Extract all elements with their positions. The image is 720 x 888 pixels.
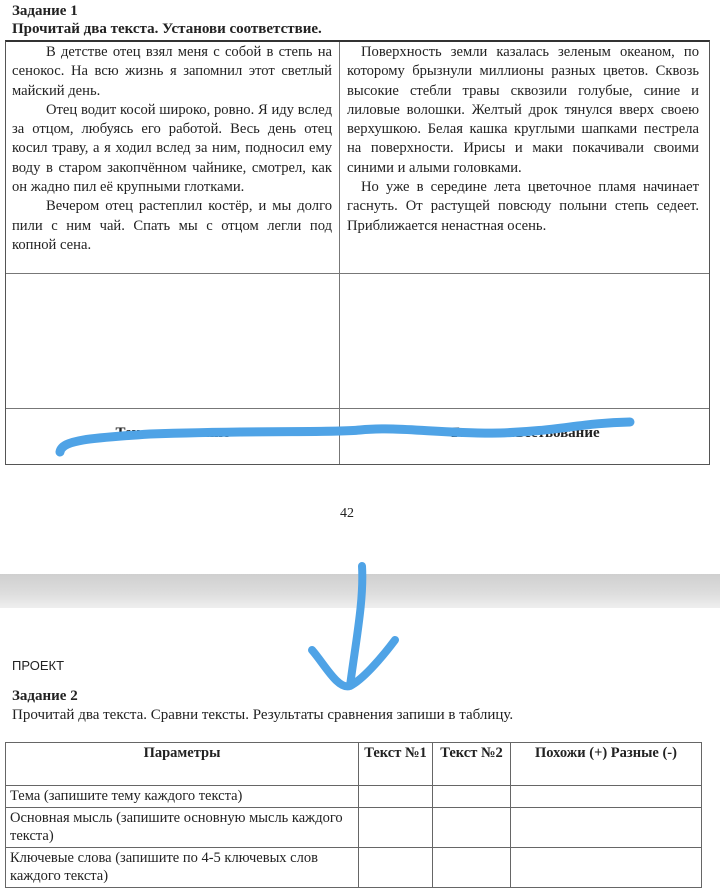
label-narration: Текст - повествование bbox=[449, 425, 600, 441]
task2-title: Задание 2 bbox=[12, 688, 78, 704]
text-left bbox=[12, 43, 332, 255]
paragraph: В детстве отец взял меня с собой в степь на сенокос. На всю жизнь я запомнил этот светлый майский день. bbox=[12, 44, 332, 99]
table-row bbox=[6, 807, 702, 847]
header-similar-different: Похожи (+) Разные (-) bbox=[511, 743, 702, 786]
paragraph: Вечером отец растеплил костёр, и мы долго пили с ним чай. Спать мы с отцом легли под копной сена. bbox=[12, 198, 332, 253]
task1-table bbox=[5, 40, 710, 465]
cell[interactable] bbox=[511, 807, 702, 847]
header-text1: Текст №1 bbox=[359, 743, 433, 786]
paragraph: Но уже в середине лета цветочное пламя начинает гаснуть. От растущей повсюду полыни степь седеет. Приближается ненастная осень. bbox=[347, 179, 699, 234]
row-label: Основная мысль (запишите основную мысль каждого текста) bbox=[6, 807, 359, 847]
table-row bbox=[6, 847, 702, 887]
row-divider bbox=[6, 273, 709, 274]
cell[interactable] bbox=[359, 807, 433, 847]
column-divider bbox=[339, 42, 340, 464]
text-right bbox=[347, 43, 699, 236]
table-header bbox=[6, 743, 702, 786]
comparison-table bbox=[5, 742, 702, 888]
header-text2: Текст №2 bbox=[433, 743, 511, 786]
label-description: Текст - описание bbox=[115, 425, 230, 441]
task1-title: Задание 1 bbox=[12, 3, 78, 19]
cell[interactable] bbox=[359, 847, 433, 887]
row-label: Ключевые слова (запишите по 4-5 ключевых слов каждого текста) bbox=[6, 847, 359, 887]
cell[interactable] bbox=[511, 786, 702, 808]
paragraph: Поверхность земли казалась зеленым океаном, по которому брызнули миллионы разных цветов. Сквозь высокие стебли травы сквозили голубые, синие и лиловые волошки. Желтый дрок тянулся вверх своею верхушкою. Белая кашка круглыми шапками пестрела на поверхности. Ирисы и маки покачивали своими синими и алыми головками. bbox=[347, 44, 699, 176]
row-divider bbox=[6, 408, 709, 409]
page-number: 42 bbox=[340, 506, 354, 521]
row-label: Тема (запишите тему каждого текста) bbox=[6, 786, 359, 808]
cell[interactable] bbox=[433, 807, 511, 847]
task2-instruction: Прочитай два текста. Сравни тексты. Результаты сравнения запиши в таблицу. bbox=[12, 707, 514, 723]
paragraph: Отец водит косой широко, ровно. Я иду вслед за отцом, любуясь его работой. Весь день отец косил траву, а я ходил вслед за ним, подносил ему воду в старом закопчённом чайнике, смотрел, как он жадно пил её крупными глотками. bbox=[12, 101, 332, 196]
cell[interactable] bbox=[433, 847, 511, 887]
task1-instruction: Прочитай два текста. Установи соответствие. bbox=[12, 21, 322, 37]
header-parameters: Параметры bbox=[6, 743, 359, 786]
page-separator bbox=[0, 574, 720, 608]
cell[interactable] bbox=[511, 847, 702, 887]
cell[interactable] bbox=[433, 786, 511, 808]
header-mark: ПРОЕКТ bbox=[12, 658, 65, 673]
cell[interactable] bbox=[359, 786, 433, 808]
table-row bbox=[6, 786, 702, 808]
